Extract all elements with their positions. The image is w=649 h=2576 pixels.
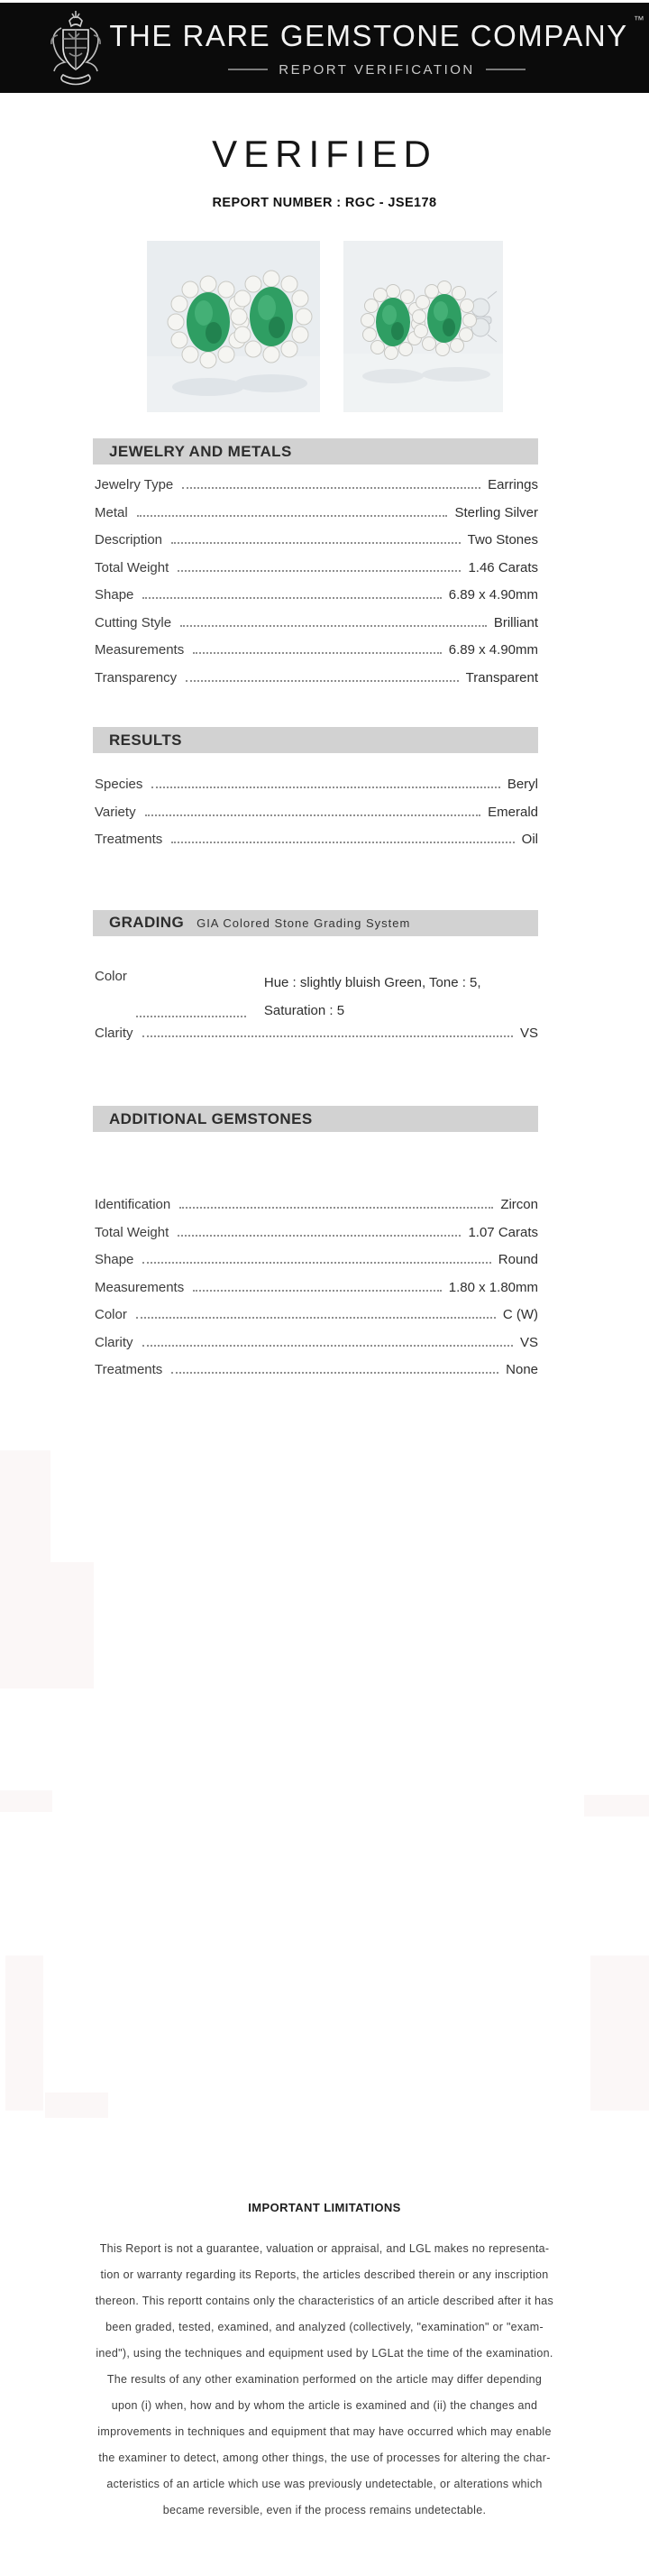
table-row: [95, 615, 538, 643]
dotted-leader: [142, 1035, 513, 1037]
table-row: [95, 832, 538, 860]
important-limitations: [81, 2201, 568, 2524]
watermark-fragment: [0, 1790, 52, 1812]
dotted-leader: [137, 515, 448, 517]
row-label: Color: [95, 968, 127, 984]
dotted-leader: [193, 1290, 442, 1292]
limitations-line: tion or warranty regarding its Reports, the articles described therein or any inscription: [100, 2268, 549, 2281]
sections: [93, 438, 538, 1390]
table-row: [95, 1335, 538, 1363]
row-value: 1.80 x 1.80mm: [448, 1279, 538, 1295]
row-value: 1.46 Carats: [468, 559, 538, 575]
limitations-line: thereon. This reportt contains only the characteristics of an article described after it has: [95, 2295, 554, 2307]
section-rows: [93, 777, 538, 860]
table-row: [95, 642, 538, 670]
row-label: Treatments: [95, 832, 163, 847]
row-label: Jewelry Type: [95, 477, 174, 492]
row-value: Brilliant: [493, 614, 538, 630]
row-value: Hue : slightly bluish Green, Tone : 5, Saturation : 5: [263, 974, 481, 1018]
row-value: Zircon: [500, 1197, 538, 1212]
report-verification-label: REPORT VERIFICATION: [279, 61, 475, 78]
table-row: [95, 560, 538, 588]
dotted-leader: [145, 814, 481, 816]
limitations-line: acteristics of an article which use was previously undetectable, or alterations which: [106, 2478, 543, 2490]
dotted-leader: [178, 1235, 461, 1237]
report-verification-banner: [217, 62, 536, 78]
table-row: [95, 1252, 538, 1280]
row-value: Transparent: [465, 669, 538, 685]
row-label: Variety: [95, 804, 136, 820]
row-value: Two Stones: [467, 532, 538, 547]
section-header: [93, 910, 538, 936]
table-row: [95, 1307, 538, 1335]
limitations-line: improvements in techniques and equipment that may have occurred which may enable: [97, 2425, 552, 2438]
table-row: [95, 1197, 538, 1225]
limitations-line: This Report is not a guarantee, valuation or appraisal, and LGL makes no representa-: [99, 2242, 550, 2255]
dotted-leader: [179, 1207, 493, 1209]
row-label: Measurements: [95, 642, 185, 658]
table-row: [95, 532, 538, 560]
row-value: 6.89 x 4.90mm: [448, 587, 538, 603]
product-photo-side: [343, 241, 503, 412]
row-value: VS: [519, 1025, 538, 1041]
section-rows: [93, 477, 538, 697]
row-value: Earrings: [488, 477, 538, 492]
section-title: GRADING: [109, 914, 185, 931]
limitations-line: been graded, tested, examined, and analyzed (collectively, "examination" or "exam-: [105, 2321, 544, 2333]
product-photo-front: [147, 241, 320, 412]
watermark-fragment: [45, 2093, 108, 2118]
row-label: Description: [95, 532, 163, 547]
watermark-fragment: [5, 1955, 43, 2111]
row-label: Species: [95, 777, 143, 792]
heraldic-crest-icon: [41, 8, 110, 89]
table-row: [95, 477, 538, 505]
left-dash-rule: [228, 69, 268, 70]
dotted-leader: [171, 542, 461, 544]
table-row: [95, 1225, 538, 1253]
row-label: Shape: [95, 1252, 134, 1267]
row-value: C (W): [502, 1307, 538, 1322]
row-label: Shape: [95, 587, 134, 603]
dotted-leader: [171, 842, 514, 843]
product-photos: [0, 241, 649, 412]
section-title: ADDITIONAL GEMSTONES: [109, 1109, 313, 1127]
section-title: JEWELRY AND METALS: [109, 442, 292, 460]
table-row: [95, 1362, 538, 1390]
limitations-title: IMPORTANT LIMITATIONS: [248, 2201, 401, 2214]
row-value: Emerald: [488, 804, 538, 820]
row-value: Sterling Silver: [454, 504, 538, 520]
limitations-line: upon (i) when, how and by whom the article is examined and (ii) the changes and: [111, 2399, 538, 2412]
section-title: RESULTS: [109, 731, 182, 749]
limitations-line: became reversible, even if the process remains undetectable.: [162, 2504, 487, 2516]
header: [0, 3, 649, 93]
limitations-line: ined"), using the techniques and equipment used by LGLat the time of the examination.: [96, 2347, 553, 2360]
row-value: VS: [519, 1334, 538, 1350]
dotted-leader: [136, 1317, 496, 1319]
dotted-leader: [136, 1016, 246, 1017]
row-label: Identification: [95, 1197, 171, 1212]
table-row: [95, 777, 538, 805]
dotted-leader: [182, 487, 480, 489]
section-header: [93, 1106, 538, 1132]
section-header: [93, 727, 538, 753]
dotted-leader: [142, 1262, 490, 1264]
dotted-leader: [142, 597, 441, 599]
right-dash-rule: [486, 69, 526, 70]
table-row: [95, 670, 538, 698]
section-rows: [93, 967, 538, 1053]
watermark-fragment: [590, 1955, 649, 2111]
verified-status: VERIFIED: [212, 133, 437, 175]
header-text: [109, 3, 644, 93]
table-row: [95, 805, 538, 833]
table-row: [95, 505, 538, 533]
dotted-leader: [142, 1345, 513, 1347]
row-label: Measurements: [95, 1279, 185, 1295]
limitations-line: the examiner to detect, among other things, the use of processes for altering the char-: [98, 2452, 551, 2464]
row-label: Clarity: [95, 1025, 133, 1041]
report-number: REPORT NUMBER : RGC - JSE178: [212, 196, 437, 210]
row-label: Treatments: [95, 1362, 163, 1377]
section-header: [93, 438, 538, 465]
dotted-leader: [193, 652, 442, 654]
row-value: Beryl: [507, 777, 538, 792]
section-subtitle: GIA Colored Stone Grading System: [197, 915, 411, 930]
watermark-fragment: [0, 1562, 94, 1688]
row-value: Round: [498, 1252, 538, 1267]
row-value: Oil: [521, 832, 538, 847]
trademark-mark: ™: [633, 13, 644, 26]
row-label: Clarity: [95, 1334, 133, 1350]
dotted-leader: [180, 625, 487, 627]
row-label: Color: [95, 1307, 127, 1322]
dotted-leader: [186, 680, 459, 682]
row-label: Metal: [95, 504, 128, 520]
dotted-leader: [151, 787, 499, 788]
row-label: Total Weight: [95, 559, 169, 575]
row-label: Total Weight: [95, 1224, 169, 1240]
limitations-body: [81, 2236, 568, 2524]
company-name: THE RARE GEMSTONE COMPANY ™: [109, 13, 644, 52]
row-value: 6.89 x 4.90mm: [448, 642, 538, 658]
dotted-leader: [178, 570, 461, 572]
table-row: [95, 1026, 538, 1053]
table-row: [95, 1280, 538, 1308]
table-row: [95, 587, 538, 615]
limitations-line: The results of any other examination performed on the article may differ depending: [106, 2373, 543, 2386]
dotted-leader: [171, 1372, 498, 1374]
watermark-fragment: [584, 1795, 649, 1817]
row-label: Cutting Style: [95, 614, 172, 630]
row-value: 1.07 Carats: [468, 1224, 538, 1240]
table-row: [95, 967, 538, 1026]
row-value: None: [506, 1362, 538, 1377]
row-label: Transparency: [95, 669, 178, 685]
section-rows: [93, 1197, 538, 1390]
